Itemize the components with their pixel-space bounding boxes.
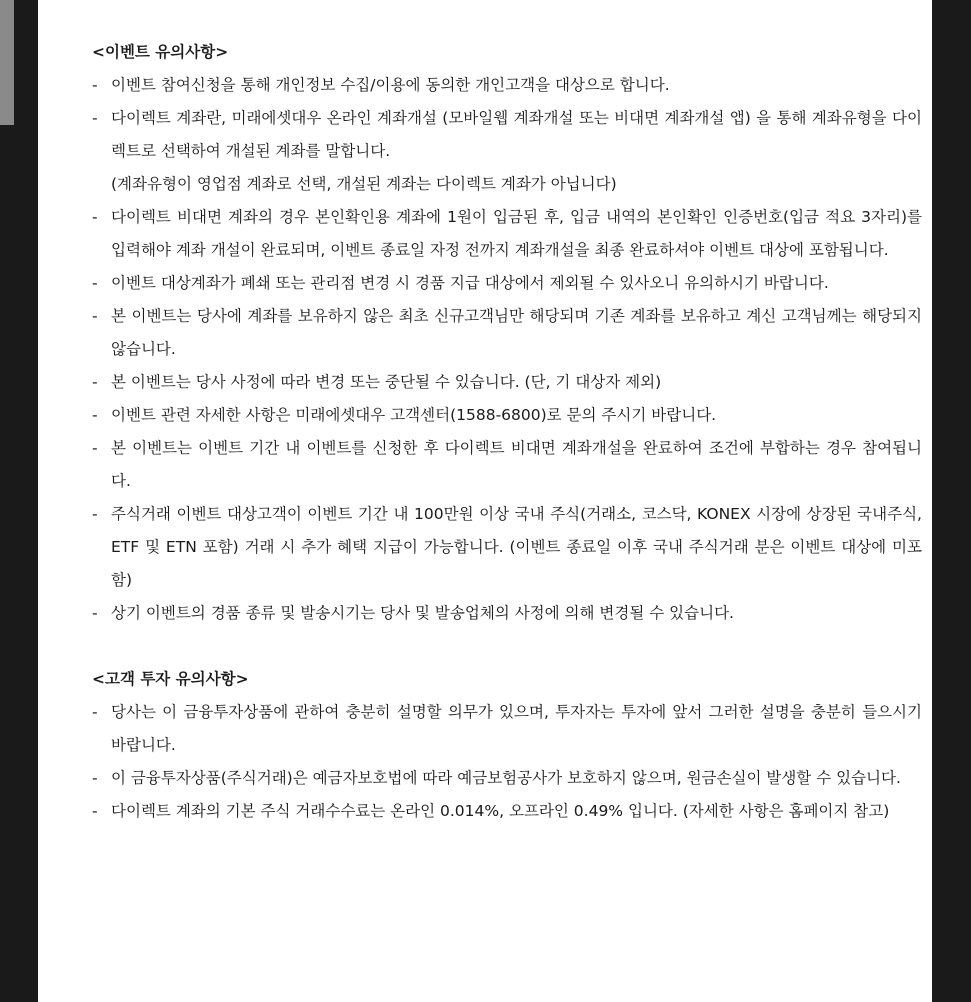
list-item-text: 주식거래 이벤트 대상고객이 이벤트 기간 내 100만원 이상 국내 주식(거래소, 코스닥, KONEX 시장에 상장된 국내주식, ETF 및 ETN 포함) 거래 시 추가 혜택 지급이 가능합니다. (이벤트 종료일 이후 국내 주식거래 분은 이벤트 대상에 미포함)	[111, 505, 922, 589]
bullet-mark: -	[92, 373, 98, 391]
bullet-mark: -	[92, 769, 98, 787]
list-item	[92, 69, 922, 102]
list-item-text: 이 금융투자상품(주식거래)은 예금자보호법에 따라 예금보험공사가 보호하지 않으며, 원금손실이 발생할 수 있습니다.	[111, 769, 901, 787]
list-item	[92, 432, 922, 498]
list-item-text: 본 이벤트는 이벤트 기간 내 이벤트를 신청한 후 다이렉트 비대면 계좌개설을 완료하여 조건에 부합하는 경우 참여됩니다.	[111, 439, 922, 490]
event-notice-list	[92, 69, 922, 630]
bullet-mark: -	[92, 76, 98, 94]
list-item-text: 이벤트 대상계좌가 폐쇄 또는 관리점 변경 시 경품 지급 대상에서 제외될 수 있사오니 유의하시기 바랍니다.	[111, 274, 829, 292]
list-item-text: 당사는 이 금융투자상품에 관하여 충분히 설명할 의무가 있으며, 투자자는 투자에 앞서 그러한 설명을 충분히 들으시기 바랍니다.	[111, 703, 922, 754]
bullet-mark: -	[92, 109, 98, 127]
bullet-mark: -	[92, 604, 98, 622]
list-item-text: 상기 이벤트의 경품 종류 및 발송시기는 당사 및 발송업체의 사정에 의해 변경될 수 있습니다.	[111, 604, 734, 622]
list-item-text: 본 이벤트는 당사에 계좌를 보유하지 않은 최초 신규고객님만 해당되며 기존 계좌를 보유하고 계신 고객님께는 해당되지 않습니다.	[111, 307, 922, 358]
list-item-note: (계좌유형이 영업점 계좌로 선택, 개설된 계좌는 다이렉트 계좌가 아닙니다)	[111, 175, 617, 193]
list-item	[92, 498, 922, 597]
list-item	[92, 102, 922, 201]
bullet-mark: -	[92, 703, 98, 721]
list-item	[92, 795, 922, 828]
side-edge-tab	[0, 0, 14, 125]
investor-notice-list	[92, 696, 922, 828]
list-item-text: 다이렉트 계좌의 기본 주식 거래수수료는 온라인 0.014%, 오프라인 0.49% 입니다. (자세한 사항은 홈페이지 참고)	[111, 802, 890, 820]
list-item	[92, 300, 922, 366]
list-item	[92, 201, 922, 267]
bullet-mark: -	[92, 307, 98, 325]
bullet-mark: -	[92, 208, 98, 226]
list-item-text: 이벤트 관련 자세한 사항은 미래에셋대우 고객센터(1588-6800)로 문의 주시기 바랍니다.	[111, 406, 717, 424]
list-item	[92, 762, 922, 795]
notice-page	[38, 0, 932, 1002]
list-item	[92, 696, 922, 762]
list-item	[92, 267, 922, 300]
list-item-text: 이벤트 참여신청을 통해 개인정보 수집/이용에 동의한 개인고객을 대상으로 합니다.	[111, 76, 670, 94]
bullet-mark: -	[92, 406, 98, 424]
bullet-mark: -	[92, 274, 98, 292]
bullet-mark: -	[92, 439, 98, 457]
bullet-mark: -	[92, 505, 98, 523]
list-item-text: 다이렉트 비대면 계좌의 경우 본인확인용 계좌에 1원이 입금된 후, 입금 내역의 본인확인 인증번호(입금 적요 3자리)를 입력해야 계좌 개설이 완료되며, 이벤트 종료일 자정 전까지 계좌개설을 최종 완료하셔야 이벤트 대상에 포함됩니다.	[111, 208, 922, 259]
investor-notice-heading: <고객 투자 유의사항>	[92, 670, 249, 688]
bullet-mark: -	[92, 802, 98, 820]
list-item-text: 다이렉트 계좌란, 미래에셋대우 온라인 계좌개설 (모바일웹 계좌개설 또는 비대면 계좌개설 앱) 을 통해 계좌유형을 다이렉트로 선택하여 개설된 계좌를 말합니다.	[111, 109, 922, 160]
notice-content	[92, 36, 922, 828]
list-item	[92, 399, 922, 432]
list-item-text: 본 이벤트는 당사 사정에 따라 변경 또는 중단될 수 있습니다. (단, 기 대상자 제외)	[111, 373, 662, 391]
list-item	[92, 597, 922, 630]
list-item	[92, 366, 922, 399]
event-notice-heading: <이벤트 유의사항>	[92, 43, 229, 61]
